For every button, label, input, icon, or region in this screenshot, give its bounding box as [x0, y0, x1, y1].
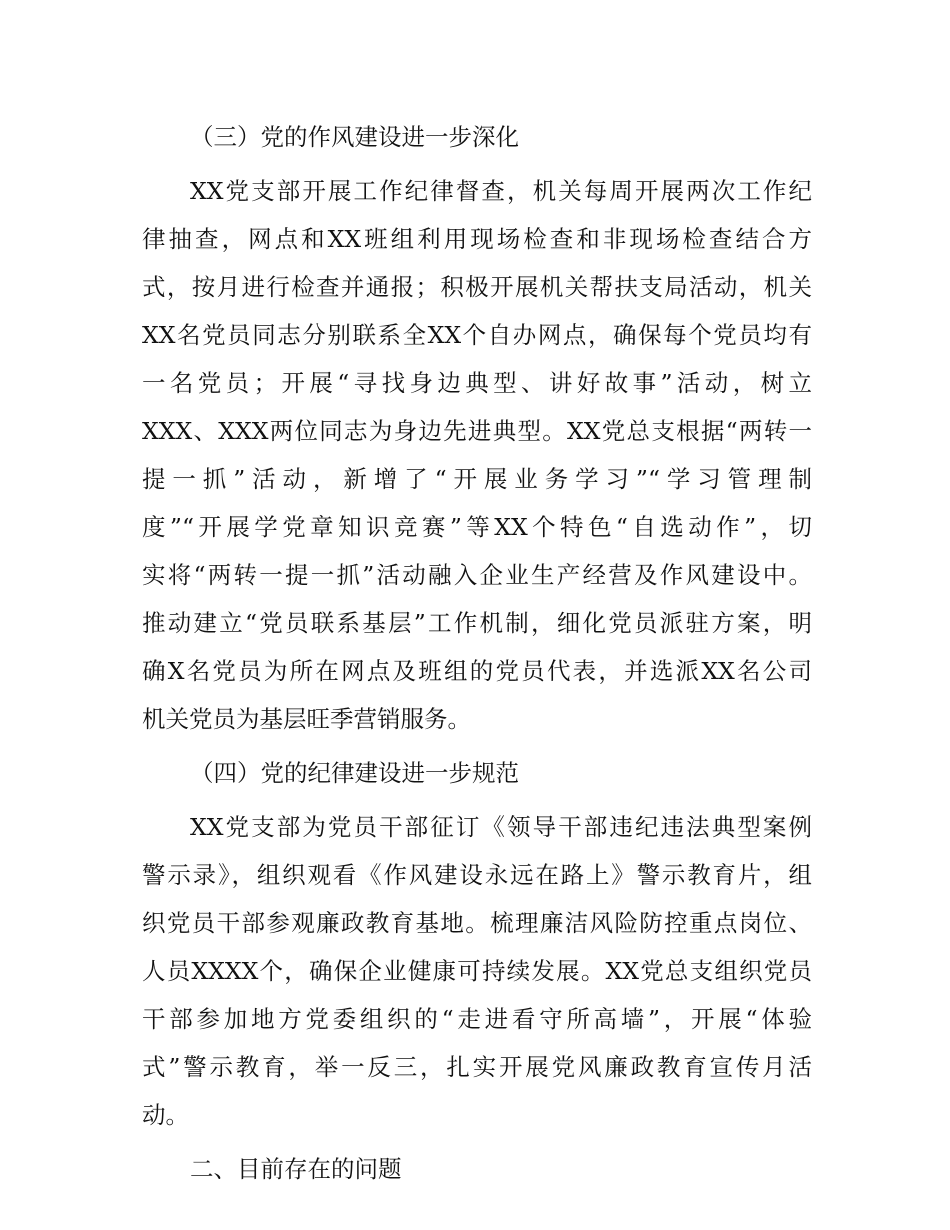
paragraph-line: 度”“开展学党章知识竞赛”等XX个特色“自选动作”，切 — [142, 513, 812, 541]
paragraph-line: 机关党员为基层旺季营销服务。 — [142, 705, 471, 733]
paragraph-line: 提一抓”活动，新增了“开展业务学习”“学习管理制 — [142, 465, 812, 493]
section-heading-two: 二、目前存在的问题 — [190, 1155, 402, 1183]
paragraph-line: 推动建立“党员联系基层”工作机制，细化党员派驻方案，明 — [142, 609, 812, 637]
paragraph-line: 式，按月进行检查并通报；积极开展机关帮扶支局活动，机关 — [142, 273, 812, 301]
paragraph-line: 式”警示教育，举一反三，扎实开展党风廉政教育宣传月活 — [142, 1053, 812, 1081]
paragraph-line: 警示录》，组织观看《作风建设永远在路上》警示教育片，组 — [142, 861, 812, 889]
paragraph-line: 动。 — [142, 1101, 189, 1129]
paragraph-line: XX名党员同志分别联系全XX个自办网点，确保每个党员均有 — [142, 321, 812, 349]
paragraph-line: 实将“两转一提一抓”活动融入企业生产经营及作风建设中。 — [142, 561, 812, 589]
paragraph-line: 确X名党员为所在网点及班组的党员代表，并选派XX名公司 — [142, 657, 812, 685]
paragraph-line: XX党支部开展工作纪律督查，机关每周开展两次工作纪 — [190, 177, 812, 205]
section-heading-4: （四）党的纪律建设进一步规范 — [190, 759, 519, 787]
section-heading-3: （三）党的作风建设进一步深化 — [190, 123, 519, 151]
paragraph-line: 一名党员；开展“寻找身边典型、讲好故事”活动，树立 — [142, 369, 812, 397]
paragraph-line: 干部参加地方党委组织的“走进看守所高墙”，开展“体验 — [142, 1005, 812, 1033]
paragraph-line: XX党支部为党员干部征订《领导干部违纪违法典型案例 — [190, 813, 812, 841]
paragraph-line: 人员XXXX个，确保企业健康可持续发展。XX党总支组织党员 — [142, 957, 812, 985]
paragraph-line: 织党员干部参观廉政教育基地。梳理廉洁风险防控重点岗位、 — [142, 909, 812, 937]
paragraph-line: XXX、XXX两位同志为身边先进典型。XX党总支根据“两转一 — [142, 417, 812, 445]
paragraph-line: 律抽查，网点和XX班组利用现场检查和非现场检查结合方 — [142, 225, 812, 253]
